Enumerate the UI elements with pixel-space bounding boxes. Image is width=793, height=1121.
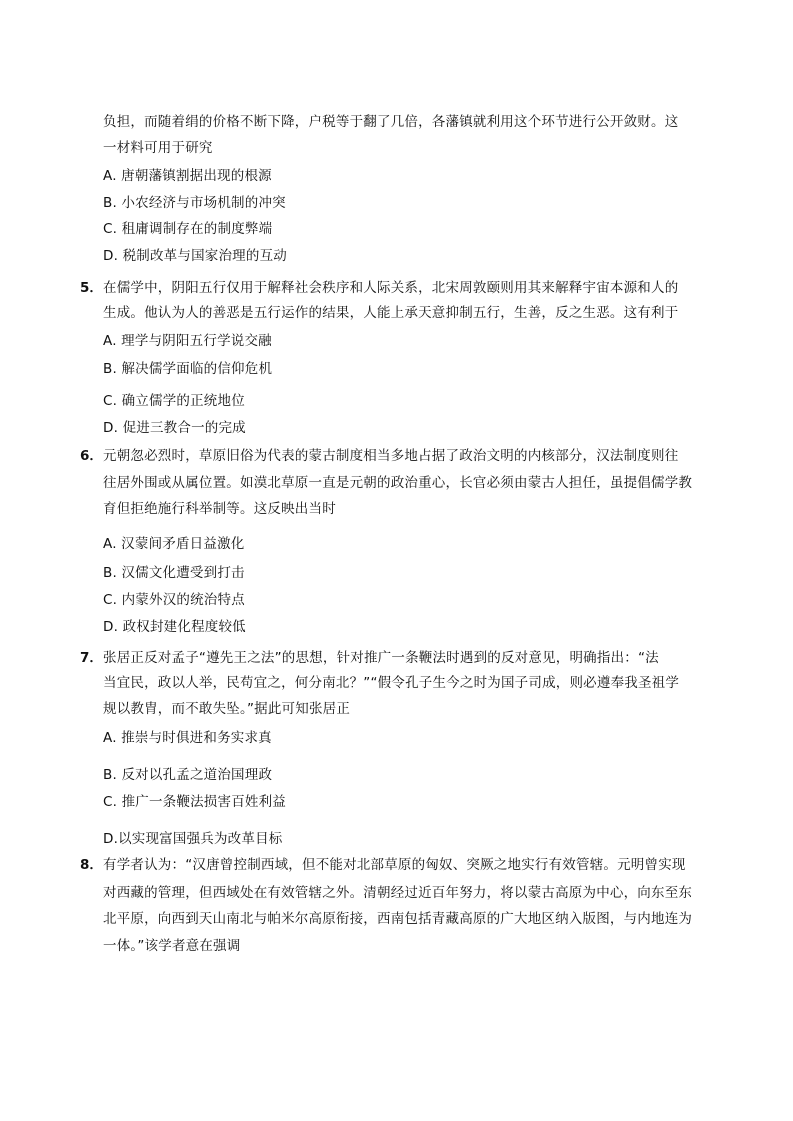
q7-text-line-2: 当宜民，政以人举，民苟宜之，何分南北？”“假令孔子生今之时为国子司成，则必遵奉我圣祖学 [103,675,680,691]
q5-number: 5． [80,280,103,296]
q8-text-line-2: 对西藏的管理，但西域处在有效管辖之外。清朝经过近百年努力，将以蒙古高原为中心，向东至东 [103,885,693,901]
q8-text-line-3: 北平原，向西到天山南北与帕米尔高原衔接，西南包括青藏高原的广大地区纳入版图，与内地连为 [103,911,693,927]
q4-option-a: A. 唐朝藩镇割据出现的根源 [103,168,272,184]
q5-option-a: A. 理学与阴阳五行学说交融 [103,333,272,349]
q7-option-d: D.以实现富国强兵为改革目标 [103,831,283,847]
q5-option-d: D. 促进三教合一的完成 [103,420,246,436]
q5-option-c: C. 确立儒学的正统地位 [103,393,245,409]
q6-text-line-2: 往居外围或从属位置。如漠北草原一直是元朝的政治重心，长官必须由蒙古人担任，虽提倡儒学教 [103,475,693,491]
q8-text-line-1: 有学者认为：“汉唐曾控制西域，但不能对北部草原的匈奴、突厥之地实行有效管辖。元明曾实现 [103,857,686,873]
q6-text-line-1: 元朝忽必烈时，草原旧俗为代表的蒙古制度相当多地占据了政治文明的内核部分，汉法制度则往 [103,448,679,464]
q5-text-line-2: 生成。他认为人的善恶是五行运作的结果，人能上承天意抑制五行，生善，反之生恶。这有利于 [103,305,679,321]
q6-option-c: C. 内蒙外汉的统治特点 [103,592,245,608]
q4-option-d: D. 税制改革与国家治理的互动 [103,248,287,264]
q5-text-line-1: 在儒学中，阴阳五行仅用于解释社会秩序和人际关系，北宋周敦颐则用其来解释宇宙本源和人的 [103,280,679,296]
q6-option-d: D. 政权封建化程度较低 [103,619,246,635]
q4-option-c: C. 租庸调制存在的制度弊端 [103,221,273,237]
q4-text-line-1: 负担，而随着绢的价格不断下降，户税等于翻了几倍，各藩镇就利用这个环节进行公开敛财。这 [103,114,679,130]
q6-option-b: B. 汉儒文化遭受到打击 [103,565,245,581]
q8-text-line-4: 一体。”该学者意在强调 [103,938,241,954]
q7-number: 7． [80,650,103,666]
q6-number: 6． [80,448,103,464]
q4-option-b: B. 小农经济与市场机制的冲突 [103,195,286,211]
q7-option-a: A. 推崇与时俱进和务实求真 [103,730,272,746]
q7-text-line-3: 规以教胄，而不敢失坠。”据此可知张居正 [103,701,351,717]
q4-text-line-2: 一材料可用于研究 [103,140,213,156]
q5-option-b: B. 解决儒学面临的信仰危机 [103,361,273,377]
q6-option-a: A. 汉蒙间矛盾日益激化 [103,536,245,552]
q8-number: 8． [80,857,103,873]
q7-text-line-1: 张居正反对孟子“遵先王之法”的思想，针对推广一条鞭法时遇到的反对意见，明确指出：“法 [103,650,659,666]
q7-option-c: C. 推广一条鞭法损害百姓利益 [103,794,287,810]
q7-option-b: B. 反对以孔孟之道治国理政 [103,767,273,783]
q6-text-line-3: 育但拒绝施行科举制等。这反映出当时 [103,501,336,517]
